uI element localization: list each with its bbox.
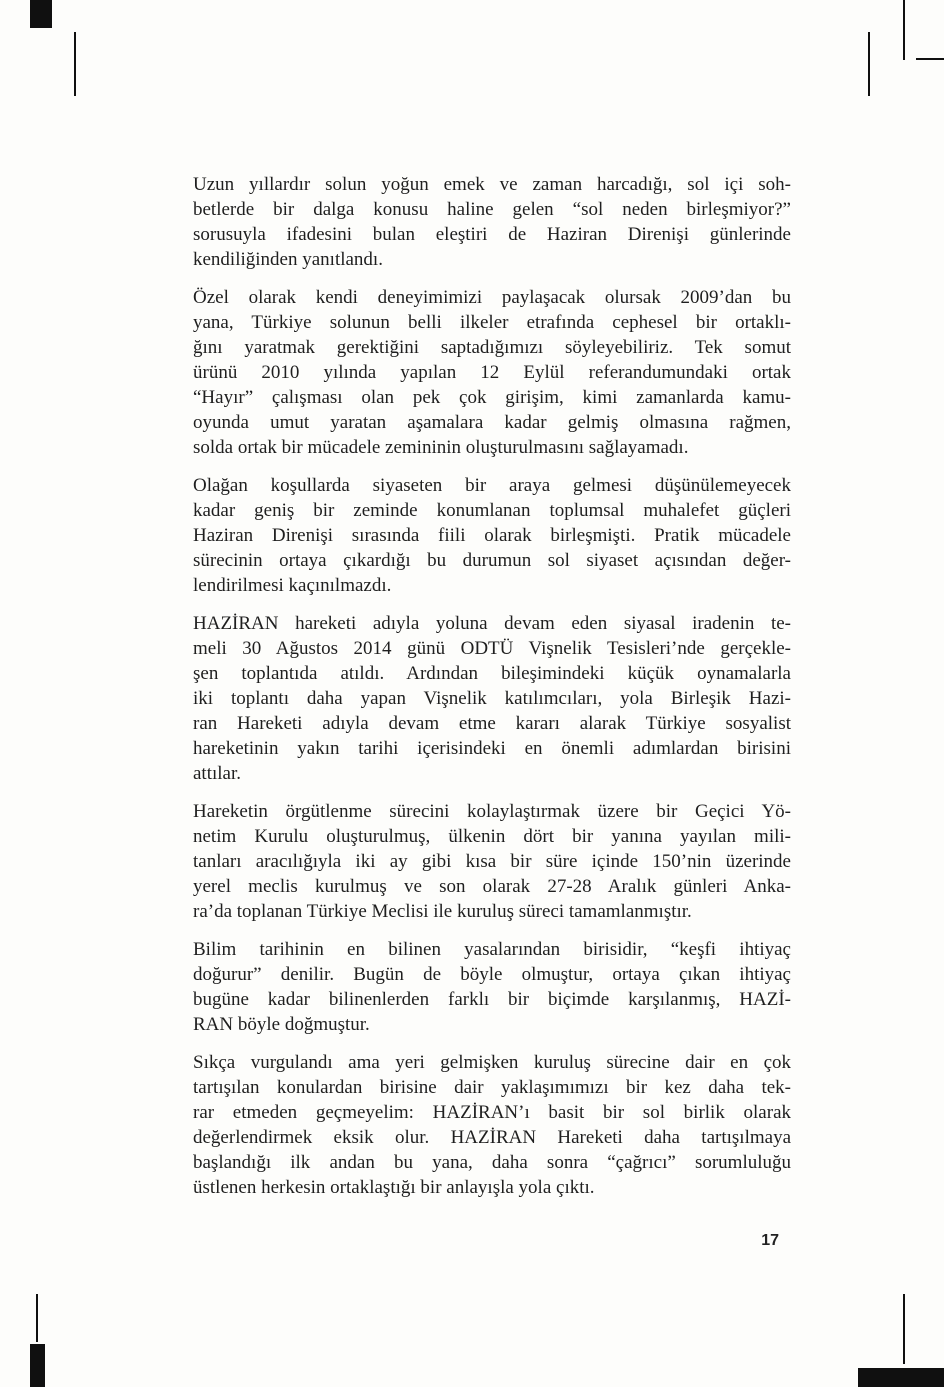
trim-mark-top-right-inner	[868, 32, 870, 96]
text-line: sorusuyla ifadesini bulan eleştiri de Haziran Direnişi günlerinde	[193, 224, 791, 245]
registration-bar-bottom-left	[30, 1344, 45, 1387]
text-line: meli 30 Ağustos 2014 günü ODTÜ Vişnelik Tesisleri’nde gerçekle-	[193, 638, 791, 659]
text-line: Haziran Direnişi sırasında fiili olarak birleşmişti. Pratik mücadele	[193, 525, 791, 546]
text-line: yerel meclis kurulmuş ve son olarak 27-28 Aralık günleri Anka-	[193, 876, 791, 897]
trim-mark-top-right-horizontal	[916, 58, 944, 60]
text-line: iki toplantı daha yapan Vişnelik katılımcıları, yola Birleşik Hazi-	[193, 688, 791, 709]
text-line: ğını yaratmak gerektiğini saptadığımızı söyleyebiliriz. Tek somut	[193, 337, 791, 358]
paragraph	[193, 285, 791, 460]
paragraphs	[193, 172, 791, 1200]
text-line: Bilim tarihinin en bilinen yasalarından birisidir, “keşfi ihtiyaç	[193, 939, 791, 960]
paragraph	[193, 1050, 791, 1200]
page-number: 17	[761, 1232, 779, 1249]
text-line: şen toplantıda atıldı. Ardından bileşimindeki küçük oynamalarla	[193, 663, 791, 684]
trim-mark-top-right-outer	[903, 0, 905, 60]
text-line: sürecinin ortaya çıkardığı bu durumun sol siyaset açısından değer-	[193, 550, 791, 571]
text-line: RAN böyle doğmuştur.	[193, 1014, 370, 1035]
paragraph	[193, 611, 791, 786]
text-line: oyunda umut yaratan aşamalara kadar gelmiş olmasına rağmen,	[193, 412, 791, 433]
text-line: betlerde bir dalga konusu haline gelen “sol neden birleşmiyor?”	[193, 199, 791, 220]
text-line: ürünü 2010 yılında yapılan 12 Eylül referandumundaki ortak	[193, 362, 791, 383]
paragraph	[193, 473, 791, 598]
registration-square-top-left	[30, 0, 52, 28]
text-line: “Hayır” çalışması olan pek çok girişim, kimi zamanlarda kamu-	[193, 387, 791, 408]
text-line: hareketinin yakın tarihi içerisindeki en önemli adımlardan birisini	[193, 738, 791, 759]
paragraph	[193, 937, 791, 1037]
text-line: tartışılan konulardan birisine dair yaklaşımımızı bir kez daha tek-	[193, 1077, 791, 1098]
trim-mark-bottom-left	[36, 1294, 38, 1342]
text-line: kadar geniş bir zeminde konumlanan toplumsal muhalefet güçleri	[193, 500, 791, 521]
text-line: Özel olarak kendi deneyimimizi paylaşacak olursak 2009’dan bu	[193, 287, 791, 308]
text-line: başlandığı ilk andan bu yana, daha sonra “çağrıcı” sorumluluğu	[193, 1152, 791, 1173]
text-line: Sıkça vurgulandı ama yeri gelmişken kuruluş sürecine dair en çok	[193, 1052, 791, 1073]
text-line: Uzun yıllardır solun yoğun emek ve zaman harcadığı, sol içi soh-	[193, 174, 791, 195]
trim-mark-top-left	[74, 32, 76, 96]
registration-bar-bottom-right	[858, 1368, 944, 1387]
text-line: Hareketin örgütlenme sürecini kolaylaştırmak üzere bir Geçici Yö-	[193, 801, 791, 822]
text-line: yana, Türkiye solunun belli ilkeler etrafında cephesel bir ortaklı-	[193, 312, 791, 333]
text-line: tanları aracılığıyla iki ay gibi kısa bir süre içinde 150’nin üzerinde	[193, 851, 791, 872]
paragraph	[193, 799, 791, 924]
text-line: değerlendirmek eksik olur. HAZİRAN Hareketi daha tartışılmaya	[193, 1127, 791, 1148]
text-line: netim Kurulu oluşturulmuş, ülkenin dört bir yanına yayılan mili-	[193, 826, 791, 847]
text-line: ra’da toplanan Türkiye Meclisi ile kuruluş süreci tamamlanmıştır.	[193, 901, 692, 922]
text-line: rar etmeden geçmeyelim: HAZİRAN’ı basit bir sol birlik olarak	[193, 1102, 791, 1123]
text-line: lendirilmesi kaçınılmazdı.	[193, 575, 392, 596]
text-line: bugüne kadar bilinenlerden farklı bir biçimde karşılanmış, HAZİ-	[193, 989, 791, 1010]
text-block	[193, 172, 791, 1253]
text-line: HAZİRAN hareketi adıyla yoluna devam eden siyasal iradenin te-	[193, 613, 791, 634]
text-line: ran Hareketi adıyla devam etme kararı alarak Türkiye sosyalist	[193, 713, 791, 734]
text-line: Olağan koşullarda siyaseten bir araya gelmesi düşünülemeyecek	[193, 475, 791, 496]
trim-mark-bottom-right	[903, 1294, 905, 1364]
paragraph	[193, 172, 791, 272]
text-line: kendiliğinden yanıtlandı.	[193, 249, 383, 270]
text-line: üstlenen herkesin ortaklaştığı bir anlayışla yola çıktı.	[193, 1177, 595, 1198]
text-line: solda ortak bir mücadele zemininin oluşturulmasını sağlayamadı.	[193, 437, 689, 458]
text-line: doğurur” denilir. Bugün de böyle olmuştur, ortaya çıkan ihtiyaç	[193, 964, 791, 985]
text-line: attılar.	[193, 763, 242, 784]
